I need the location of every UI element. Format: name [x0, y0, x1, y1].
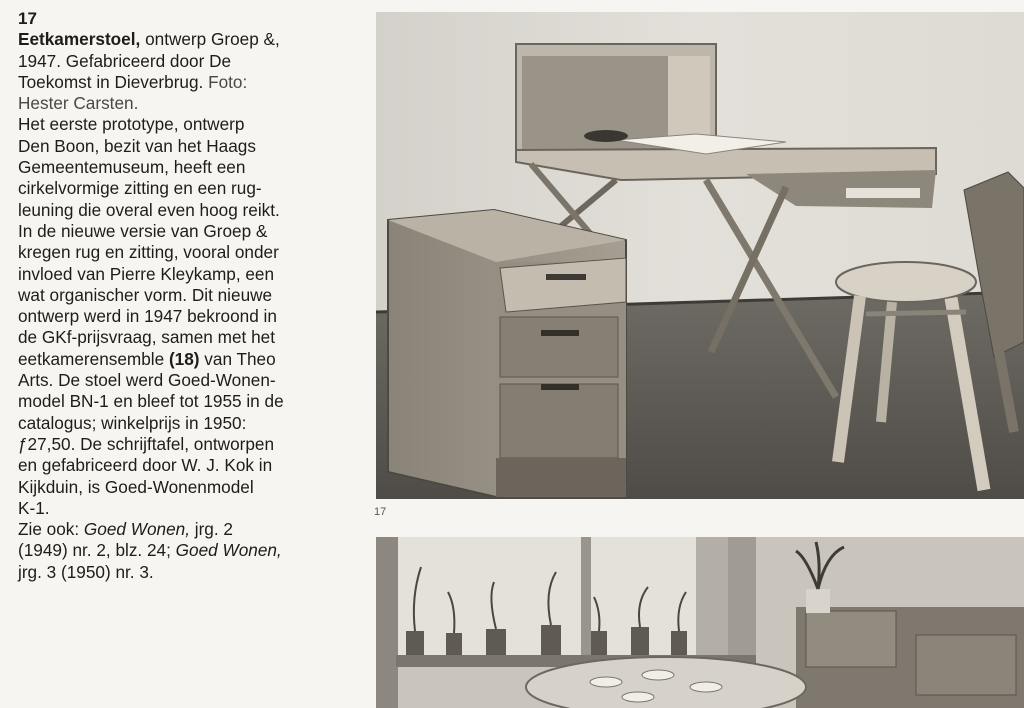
dining-room-photo [376, 537, 1024, 708]
desk-chair-photo [376, 12, 1024, 499]
entry-line: ontwerp werd in 1947 bekroond in [18, 306, 277, 327]
entry-line: Arts. De stoel werd Goed-Wonen- [18, 370, 276, 391]
entry-line: eetkamerensemble (18) van Theo [18, 348, 276, 369]
entry-line: en gefabriceerd door W. J. Kok in [18, 455, 273, 476]
entry-line: wat organischer vorm. Dit nieuwe [18, 284, 273, 305]
entry-line: Eetkamerstoel, ontwerp Groep &, [18, 29, 280, 50]
figure-caption: 17 [374, 506, 387, 518]
entry-line: leuning die overal even hoog reikt. [18, 199, 280, 220]
entry-line: In de nieuwe versie van Groep & [18, 220, 268, 241]
entry-line: invloed van Pierre Kleykamp, een [18, 263, 275, 284]
entry-line: model BN-1 en bleef tot 1955 in de [18, 391, 284, 412]
entry-line: 1947. Gefabriceerd door De [18, 50, 232, 71]
entry-line: ƒ27,50. De schrijftafel, ontworpen [18, 433, 275, 454]
entry-line: jrg. 3 (1950) nr. 3. [18, 561, 154, 582]
cross-reference: (18) [168, 348, 200, 369]
entry-line: Kijkduin, is Goed-Wonenmodel [18, 476, 254, 497]
entry-line: K-1. [18, 497, 50, 518]
entry-title: Eetkamerstoel, [18, 29, 141, 50]
entry-line: kregen rug en zitting, vooral onder [18, 242, 279, 263]
entry-line: de GKf-prijsvraag, samen met het [18, 327, 275, 348]
photo-credit: Hester Carsten. [18, 93, 139, 114]
entry-line: Den Boon, bezit van het Haags [18, 135, 256, 156]
entry-line: (1949) nr. 2, blz. 24; Goed Wonen, [18, 540, 282, 561]
entry-line: cirkelvormige zitting en een rug- [18, 178, 262, 199]
entry-number: 17 [18, 9, 37, 28]
entry-line: catalogus; winkelprijs in 1950: [18, 412, 247, 433]
entry-text [18, 8, 363, 583]
entry-line: Toekomst in Dieverbrug. Foto: [18, 71, 248, 92]
entry-line: Zie ook: Goed Wonen, jrg. 2 [18, 519, 233, 540]
entry-line: Gemeentemuseum, heeft een [18, 157, 246, 178]
entry-line: Het eerste prototype, ontwerp [18, 114, 245, 135]
